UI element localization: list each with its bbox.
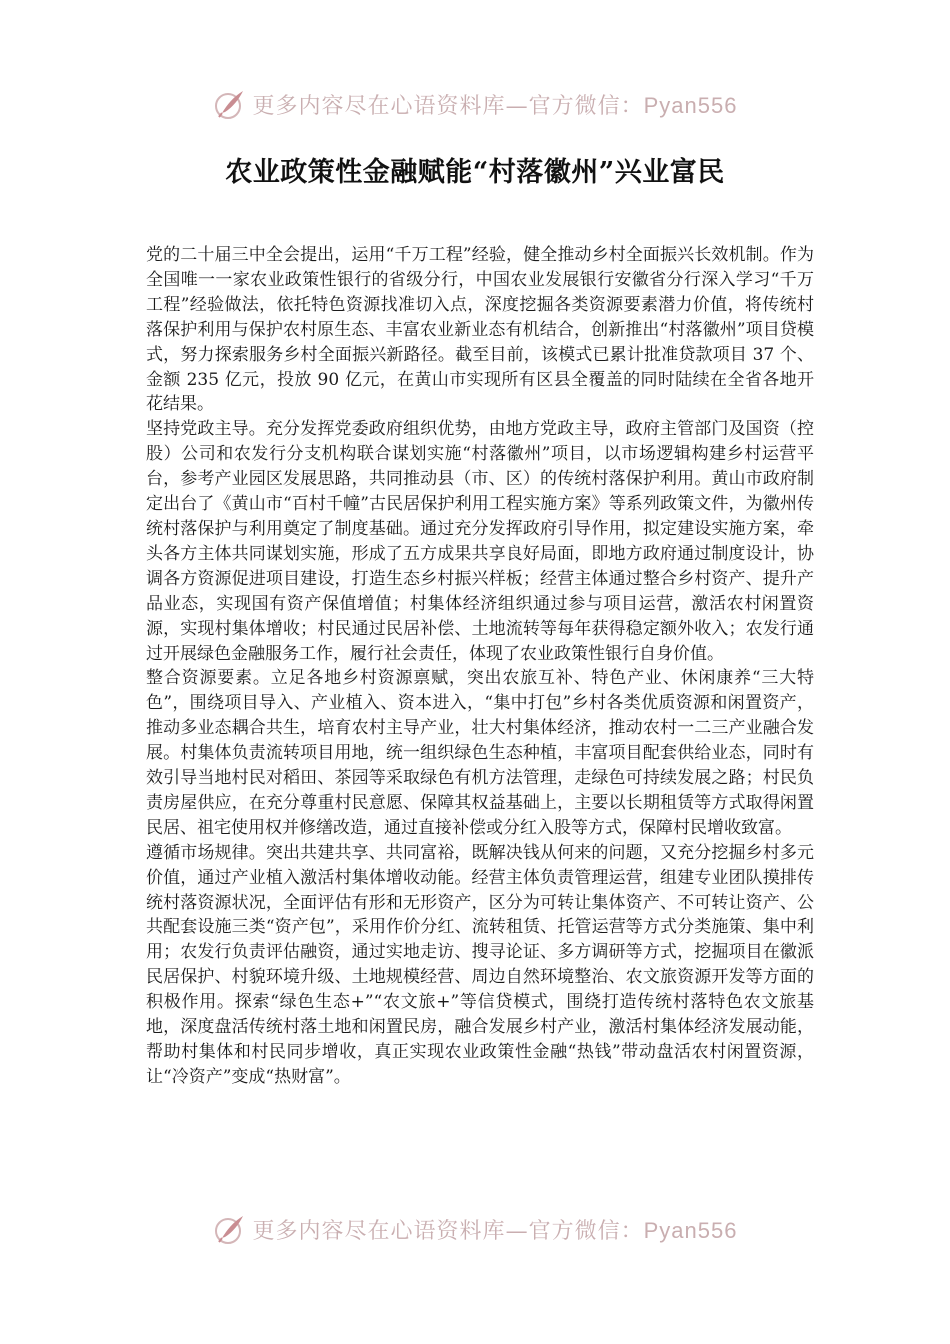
article-title: 农业政策性金融赋能“村落徽州”兴业富民 [225, 157, 725, 188]
paragraph-intro: 党的二十届三中全会提出，运用“千万工程”经验，健全推动乡村全面振兴长效机制。作为全国唯一一家农业政策性银行的省级分行，中国农业发展银行安徽省分行深入学习“千万工程”经验做法，依托特色资源找准切入点，深度挖掘各类资源要素潜力价值，将传统村落保护利用与保护农村原生态、丰富农业新业态有机结合，创新推出“村落徽州”项目贷模式，努力探索服务乡村全面振兴新路径。截至目前，该模式已累计批准贷款项目 37 个、金额 235 亿元，投放 90 亿元，在黄山市实现所有区县全覆盖的同时陆续在全省各地开花结果。 [146, 245, 814, 415]
footer-watermark [0, 1209, 950, 1249]
article-body [146, 243, 814, 1090]
paragraph-party-leadership: 坚持党政主导。充分发挥党委政府组织优势，由地方党政主导，政府主管部门及国资（控股）公司和农发行分支机构联合谋划实施“村落徽州”项目，以市场逻辑构建乡村运营平台，参考产业园区发展思路，共同推动县（市、区）的传统村落保护利用。黄山市政府制定出台了《黄山市“百村千幢”古民居保护利用工程实施方案》等系列政策文件，为徽州传统村落保护与利用奠定了制度基础。通过充分发挥政府引导作用，拟定建设实施方案，牵头各方主体共同谋划实施，形成了五方成果共享良好局面，即地方政府通过制度设计，协调各方资源促进项目建设，打造生态乡村振兴样板；经营主体通过整合乡村资产、提升产品业态，实现国有资产保值增值；村集体经济组织通过参与项目运营，激活农村闲置资源，实现村集体增收；村民通过民居补偿、土地流转等每年获得稳定额外收入；农发行通过开展绿色金融服务工作，履行社会责任，体现了农业政策性银行自身价值。 [146, 419, 814, 664]
feather-pen-logo-icon [213, 1212, 247, 1246]
feather-pen-logo-icon [213, 87, 247, 121]
watermark-text: 更多内容尽在心语资料库—官方微信：Pyan556 [252, 92, 738, 119]
paragraph-market-rules: 遵循市场规律。突出共建共享、共同富裕，既解决钱从何来的问题，又充分挖掘乡村多元价值，通过产业植入激活村集体增收动能。经营主体负责管理运营，组建专业团队摸排传统村落资源状况，全面评估有形和无形资产，区分为可转让集体资产、不可转让资产、公共配套设施三类“资产包”，采用作价分红、流转租赁、托管运营等方式分类施策、集中利用；农发行负责评估融资，通过实地走访、搜寻论证、多方调研等方式，挖掘项目在徽派民居保护、村貌环境升级、土地规模经营、周边自然环境整治、农文旅资源开发等方面的积极作用。探索“绿色生态+”“农文旅+”等信贷模式，围绕打造传统村落特色农文旅基地，深度盘活传统村落土地和闲置民房，融合发展乡村产业，激活村集体经济发展动能，帮助村集体和村民同步增收，真正实现农业政策性金融“热钱”带动盘活农村闲置资源，让“冷资产”变成“热财富”。 [146, 842, 814, 1087]
watermark-text: 更多内容尽在心语资料库—官方微信：Pyan556 [252, 1217, 738, 1244]
header-watermark [0, 84, 950, 124]
paragraph-resource-integration: 整合资源要素。立足各地乡村资源禀赋，突出农旅互补、特色产业、休闲康养“三大特色”，围绕项目导入、产业植入、资本进入，“集中打包”乡村各类优质资源和闲置资产，推动多业态耦合共生，培育农村主导产业，壮大村集体经济，推动农村一二三产业融合发展。村集体负责流转项目用地，统一组织绿色生态种植，丰富项目配套供给业态，同时有效引导当地村民对稻田、茶园等采取绿色有机方法管理，走绿色可持续发展之路；村民负责房屋供应，在充分尊重村民意愿、保障其权益基础上，主要以长期租赁等方式取得闲置民居、祖宅使用权并修缮改造，通过直接补偿或分红入股等方式，保障村民增收致富。 [146, 668, 814, 838]
